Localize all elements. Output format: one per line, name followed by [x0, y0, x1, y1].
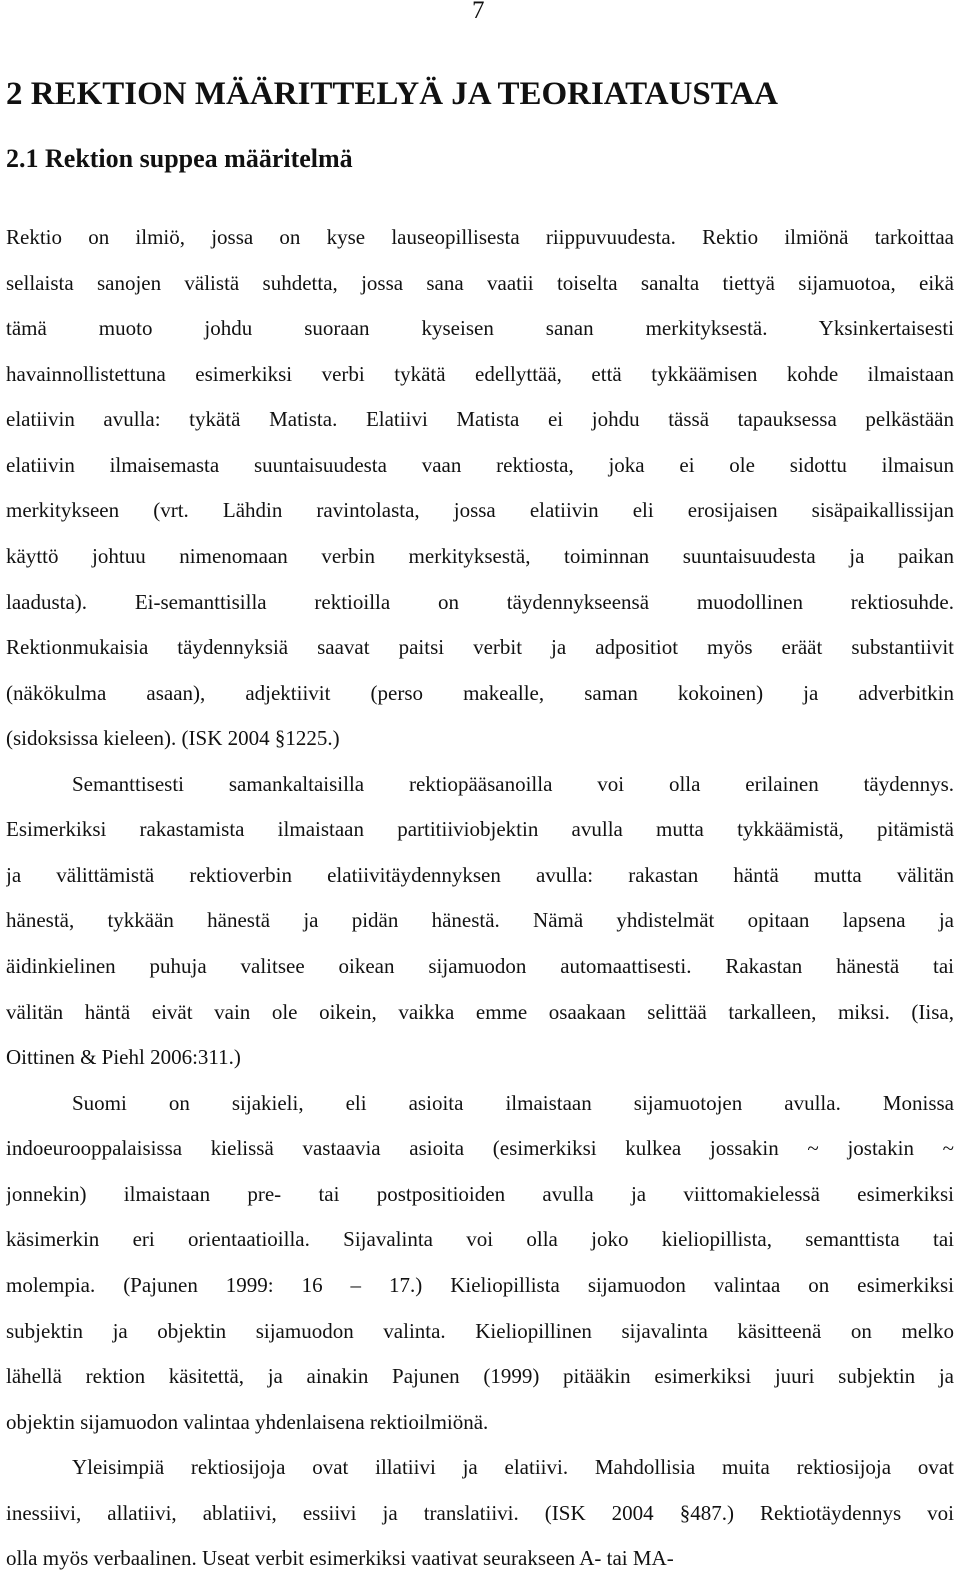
text-line: elatiivin avulla: tykätä Matista. Elatiivi Matista ei johdu tässä tapauksessa pelkästään: [6, 407, 954, 432]
text-line: havainnollistettuna esimerkiksi verbi tykätä edellyttää, että tykkäämisen kohde ilmaistaan: [6, 361, 954, 386]
text-line: äidinkielinen puhuja valitsee oikean sijamuodon automaattisesti. Rakastan hänestä tai: [6, 954, 954, 978]
chapter-heading: 2 REKTION MÄÄRITTELYÄ JA TEORIATAUSTAA: [6, 76, 778, 112]
text-line: molempia. (Pajunen 1999: 16 – 17.) Kieliopillista sijamuodon valintaa on esimerkiksi: [6, 1272, 954, 1297]
paragraph: [6, 215, 954, 762]
text-line: tämä muoto johdu suoraan kyseisen sanan merkityksestä. Yksinkertaisesti: [6, 316, 954, 341]
text-line: elatiivin ilmaisemasta suuntaisuudesta vaan rektiosta, joka ei ole sidottu ilmaisun: [6, 452, 954, 477]
text-line: lähellä rektion käsitettä, ja ainakin Pajunen (1999) pitääkin esimerkiksi juuri subjektin ja: [6, 1364, 954, 1389]
paragraph: [6, 762, 954, 1081]
text-line: objektin sijamuodon valintaa yhdenlaisena rektioilmiönä.: [6, 1409, 489, 1434]
text-line: käyttö johtuu nimenomaan verbin merkityksestä, toiminnan suuntaisuudesta ja paikan: [6, 543, 954, 568]
text-line: Semanttisesti samankaltaisilla rektiopääsanoilla voi olla erilainen täydennys.: [72, 771, 954, 796]
text-line: ja välittämistä rektioverbin elatiivitäydennyksen avulla: rakastan häntä mutta välitän: [6, 862, 954, 887]
section-heading: 2.1 Rektion suppea määritelmä: [6, 144, 353, 173]
paragraph: [6, 1081, 954, 1446]
text-line: Oittinen & Piehl 2006:311.): [6, 1045, 241, 1070]
text-line: (näkökulma asaan), adjektiivit (perso makealle, saman kokoinen) ja adverbitkin: [6, 680, 954, 705]
text-line: (sidoksissa kieleen). (ISK 2004 §1225.): [6, 726, 340, 751]
text-line: Esimerkiksi rakastamista ilmaistaan partitiiviobjektin avulla mutta tykkäämistä, pitämistä: [6, 817, 954, 842]
text-line: sellaista sanojen välistä suhdetta, jossa sana vaatii toiselta sanalta tiettyä sijamuotoa, eikä: [6, 270, 954, 295]
page-number: 7: [472, 0, 485, 24]
text-line: jonnekin) ilmaistaan pre- tai postpositioiden avulla ja viittomakielessä esimerkiksi: [6, 1181, 954, 1206]
text-line: merkitykseen (vrt. Lähdin ravintolasta, jossa elatiivin eli erosijaisen sisäpaikallissijan: [6, 498, 954, 523]
text-line: hänestä, tykkään hänestä ja pidän hänestä. Nämä yhdistelmät opitaan lapsena ja: [6, 908, 954, 933]
text-line: inessiivi, allatiivi, ablatiivi, essiivi ja translatiivi. (ISK 2004 §487.) Rektiotäydennys voi: [6, 1500, 954, 1525]
text-line: käsimerkin eri orientaatioilla. Sijavalinta voi olla joko kieliopillista, semanttista tai: [6, 1227, 954, 1252]
text-line: Rektionmukaisia täydennyksiä saavat paitsi verbit ja adpositiot myös eräät substantiivit: [6, 635, 954, 660]
text-line: Suomi on sijakieli, eli asioita ilmaistaan sijamuotojen avulla. Monissa: [72, 1090, 954, 1115]
text-line: olla myös verbaalinen. Useat verbit esimerkiksi vaativat seurakseen A- tai MA-: [6, 1546, 674, 1571]
body-text: [6, 215, 954, 1582]
text-line: välitän häntä eivät vain ole oikein, vaikka emme osaakaan selittää tarkalleen, miksi. (Iisa,: [6, 999, 954, 1024]
text-line: indoeurooppalaisissa kielissä vastaavia asioita (esimerkiksi kulkea jossakin ~ jostakin ~: [6, 1136, 954, 1161]
paragraph: [6, 1445, 954, 1582]
text-line: Yleisimpiä rektiosijoja ovat illatiivi ja elatiivi. Mahdollisia muita rektiosijoja ovat: [72, 1455, 954, 1480]
text-line: subjektin ja objektin sijamuodon valinta. Kieliopillinen sijavalinta käsitteenä on melko: [6, 1318, 954, 1343]
text-line: laadusta). Ei-semanttisilla rektioilla on täydennykseensä muodollinen rektiosuhde.: [6, 589, 954, 614]
text-line: Rektio on ilmiö, jossa on kyse lauseopillisesta riippuvuudesta. Rektio ilmiönä tarkoittaa: [6, 225, 954, 249]
